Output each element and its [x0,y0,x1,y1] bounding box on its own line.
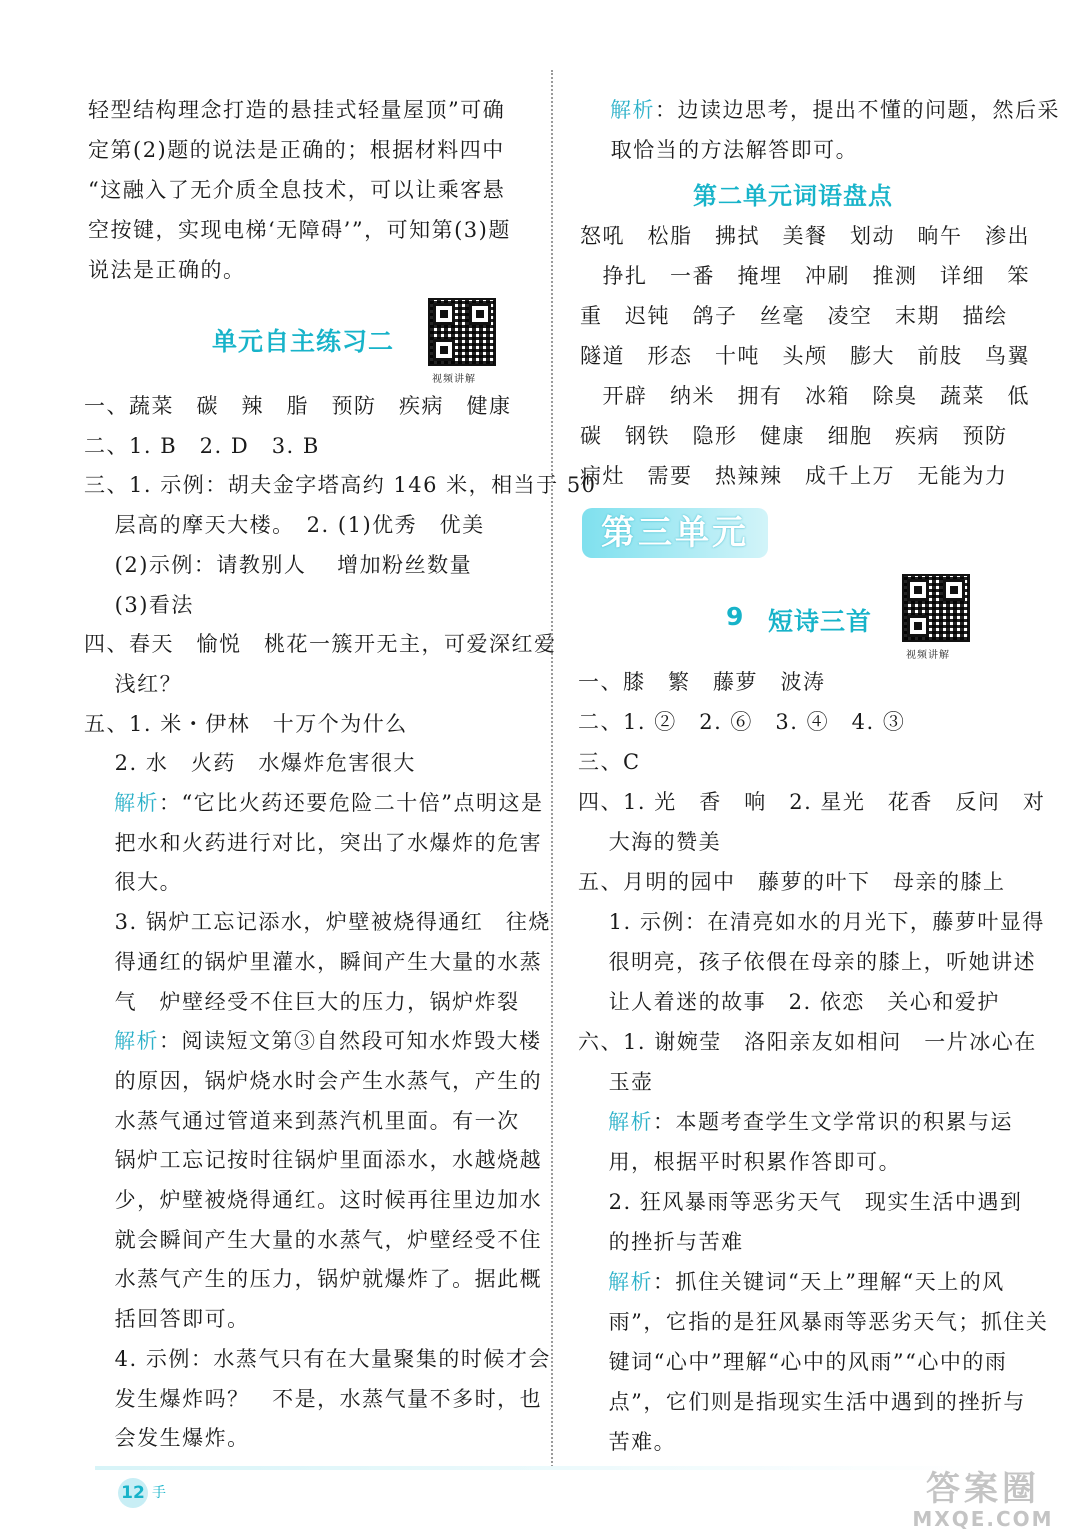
line-text: 发生爆炸吗？ 不是，水蒸气量不多时，也 [84,1386,543,1411]
answer-line [84,710,408,738]
line-text: 少，炉壁被烧得通红。这时候再往里边加水 [84,1188,543,1212]
analysis-line [608,1268,1005,1296]
line-text: 的挫折与苦难 [578,1230,744,1254]
text-line: “这融入了无介质全息技术，可以让乘客悬 [88,178,506,202]
answer-line [84,1146,542,1174]
line-text: 三、1. 示例：胡夫金字塔高约 146 米，相当于 50 [84,473,597,498]
text-line: 空按键，实现电梯‘无障碍’”，可知第(3)题 [88,218,511,242]
answer-line [578,668,826,696]
analysis-label: 解析 [608,1110,653,1134]
line-text: 浅红？ [84,671,183,696]
line-text: 会发生爆炸。 [84,1426,250,1451]
answer-line [84,1345,551,1373]
line-text: 二、1. B 2. D 3. B [84,433,320,458]
watermark-logo [898,1470,1068,1534]
answer-line [578,948,1036,976]
text-line: 重 迟钝 鸽子 丝毫 凌空 末期 描绘 [580,304,1008,328]
text-line: 说法是正确的。 [88,258,246,282]
line-text: ：本题考查学生文学常识的积累与运 [653,1110,1013,1134]
column-divider [551,70,553,1470]
text-line: 轻型结构理念打造的悬挂式轻量屋顶”可确 [88,98,506,122]
line-text: 让人着迷的故事 2. 依恋 关心和爱护 [578,990,1000,1014]
line-text: 水蒸气产生的压力，锅炉就爆炸了。据此概 [84,1267,543,1292]
line-text: 四、春天 愉悦 桃花一簇开无主，可爱深红爱 [84,632,557,657]
answer-line [578,988,1000,1016]
analysis-label: 解析 [114,1029,159,1054]
answer-line [578,1228,744,1256]
answer-line [84,908,551,936]
analysis-line [610,96,1060,124]
qr-code-icon-lesson[interactable] [902,574,970,642]
text-line: 挣扎 一番 掩埋 冲刷 推测 详细 笨 [580,264,1030,288]
line-text: 2. 狂风暴雨等恶劣天气 现实生活中遇到 [578,1190,1023,1214]
answer-line [84,1385,542,1413]
answer-line [84,511,485,539]
answer-line [578,908,1045,936]
line-text: 键词“心中”理解“心中的风雨”“心中的雨 [578,1350,1008,1374]
line-text: ：边读边思考，提出不懂的问题，然后采 [655,98,1060,122]
line-text: 把水和火药进行对比，突出了水爆炸的危害 [84,830,543,855]
lesson-number: 9 [726,602,745,631]
line-text: 的原因，锅炉烧水时会产生水蒸气，产生的 [84,1068,543,1093]
qr-caption: 视频讲解 [432,374,476,385]
answer-line [84,988,520,1016]
answer-line [578,828,721,856]
answer-line [578,1348,1007,1376]
text-line: 定第(2)题的说法是正确的；根据材料四中 [88,138,505,162]
answer-line [578,1188,1022,1216]
answer-line [578,1308,1048,1336]
text-line: 隧道 形态 十吨 头颅 膨大 前肢 鸟翼 [580,344,1030,368]
line-text: 水蒸气通过管道来到蒸汽机里面。有一次 [84,1108,520,1133]
analysis-line [114,1027,542,1055]
answer-line [84,749,416,777]
line-text: 很明亮，孩子依偎在母亲的膝上，听她讲述 [578,950,1037,974]
answer-line [84,1265,542,1293]
line-text: (3)看法 [84,592,194,617]
line-text: 玉壶 [578,1070,654,1094]
qr-code-icon[interactable] [428,298,496,366]
answer-line [578,788,1045,816]
line-text: 五、月明的园中 藤萝的叶下 母亲的膝上 [578,870,1006,894]
line-text: 很大。 [84,870,183,895]
lesson-title: 短诗三首 [768,607,873,636]
line-text: ：抓住关键词“天上”理解“天上的风 [653,1270,1005,1294]
page-number: 12 [118,1478,148,1508]
line-text: 四、1. 光 香 响 2. 星光 花香 反问 对 [578,790,1046,814]
line-text: 4. 示例：水蒸气只有在大量聚集的时候才会 [84,1346,551,1371]
line-text: 二、1. ② 2. ⑥ 3. ④ 4. ③ [578,710,906,734]
answer-line [84,432,320,460]
answer-line [578,708,905,736]
answer-line [84,1424,250,1452]
answer-line [578,1028,1037,1056]
answer-line [84,591,194,619]
analysis-label: 解析 [114,791,159,815]
line-text: 苦难。 [578,1430,677,1454]
answer-line [580,136,858,164]
answer-line [84,551,472,579]
qr-caption-lesson: 视频讲解 [906,650,950,661]
line-text: 1. 示例：在清亮如水的月光下，藤萝叶显得 [578,910,1045,934]
answer-line [578,1148,901,1176]
analysis-line [114,789,543,817]
text-line: 病灶 需要 热辣辣 成千上万 无能为力 [580,464,1008,488]
line-text: 取恰当的方法解答即可。 [580,138,859,162]
line-text: 2. 水 火药 水爆炸危害很大 [84,751,416,776]
line-text: ：阅读短文第③自然段可知水炸毁大楼 [159,1029,542,1054]
section-title-unit-practice-2: 单元自主练习二 [212,327,395,356]
watermark-bottom-text: MXQE.COM [912,1507,1054,1531]
line-text: 六、1. 谢婉莹 洛阳亲友如相问 一片冰心在 [578,1030,1037,1054]
line-text: 气 炉壁经受不住巨大的压力，锅炉炸裂 [84,989,520,1014]
line-text: 锅炉工忘记按时往锅炉里面添水，水越烧越 [84,1148,543,1173]
line-text: 雨”，它指的是狂风暴雨等恶劣天气；抓住关 [578,1310,1049,1334]
line-text: 一、蔬菜 碳 辣 脂 预防 疾病 健康 [84,394,512,418]
line-text: 三、C [578,750,641,774]
line-text: ：“它比火药还要危险二十倍”点明这是 [159,791,544,815]
text-line: 怒吼 松脂 拂拭 美餐 划动 晌午 渗出 [580,224,1030,248]
answer-line [84,471,597,499]
answer-line [84,1067,542,1095]
answer-line [578,1068,654,1096]
line-text: 层高的摩天大楼。 2. (1)优秀 优美 [84,513,485,538]
answer-line [84,1107,520,1135]
answer-line [578,748,641,776]
line-text: 括回答即可。 [84,1307,250,1332]
footer-band [95,1466,975,1470]
answer-line [84,392,512,420]
answer-line [84,630,557,658]
answer-line [84,1186,542,1214]
line-text: 3. 锅炉工忘记添水，炉壁被烧得通红 往烧 [84,910,551,935]
answer-line [84,948,542,976]
line-text: 就会瞬间产生大量的水蒸气，炉壁经受不住 [84,1227,543,1252]
answer-line [84,670,182,698]
line-text: 一、膝 繁 藤萝 波涛 [578,670,826,694]
answer-line [84,1226,542,1254]
page-side-mark: 手 [152,1485,166,1501]
answer-line [578,868,1006,896]
line-text: 点”，它们则是指现实生活中遇到的挫折与 [578,1390,1026,1414]
watermark-top-text: 答案圈 [926,1469,1040,1509]
text-line: 碳 钢铁 隐形 健康 细胞 疾病 预防 [580,424,1008,448]
line-text: 用，根据平时积累作答即可。 [578,1150,902,1174]
line-text: 五、1. 米・伊林 十万个为什么 [84,711,408,736]
answer-line [578,1428,676,1456]
line-text: 大海的赞美 [578,830,722,854]
analysis-label: 解析 [610,98,655,122]
answer-line [84,1305,250,1333]
analysis-label: 解析 [608,1270,653,1294]
unit-banner: 第三单元 [582,508,768,558]
line-text: 得通红的锅炉里灌水，瞬间产生大量的水蒸 [84,949,543,974]
answer-line [578,1388,1026,1416]
analysis-line [608,1108,1013,1136]
line-text: (2)示例：请教别人 增加粉丝数量 [84,552,473,577]
text-line: 开辟 纳米 拥有 冰箱 除臭 蔬菜 低 [580,384,1030,408]
vocab-title: 第二单元词语盘点 [693,182,893,210]
answer-line [84,868,182,896]
answer-line [84,829,542,857]
